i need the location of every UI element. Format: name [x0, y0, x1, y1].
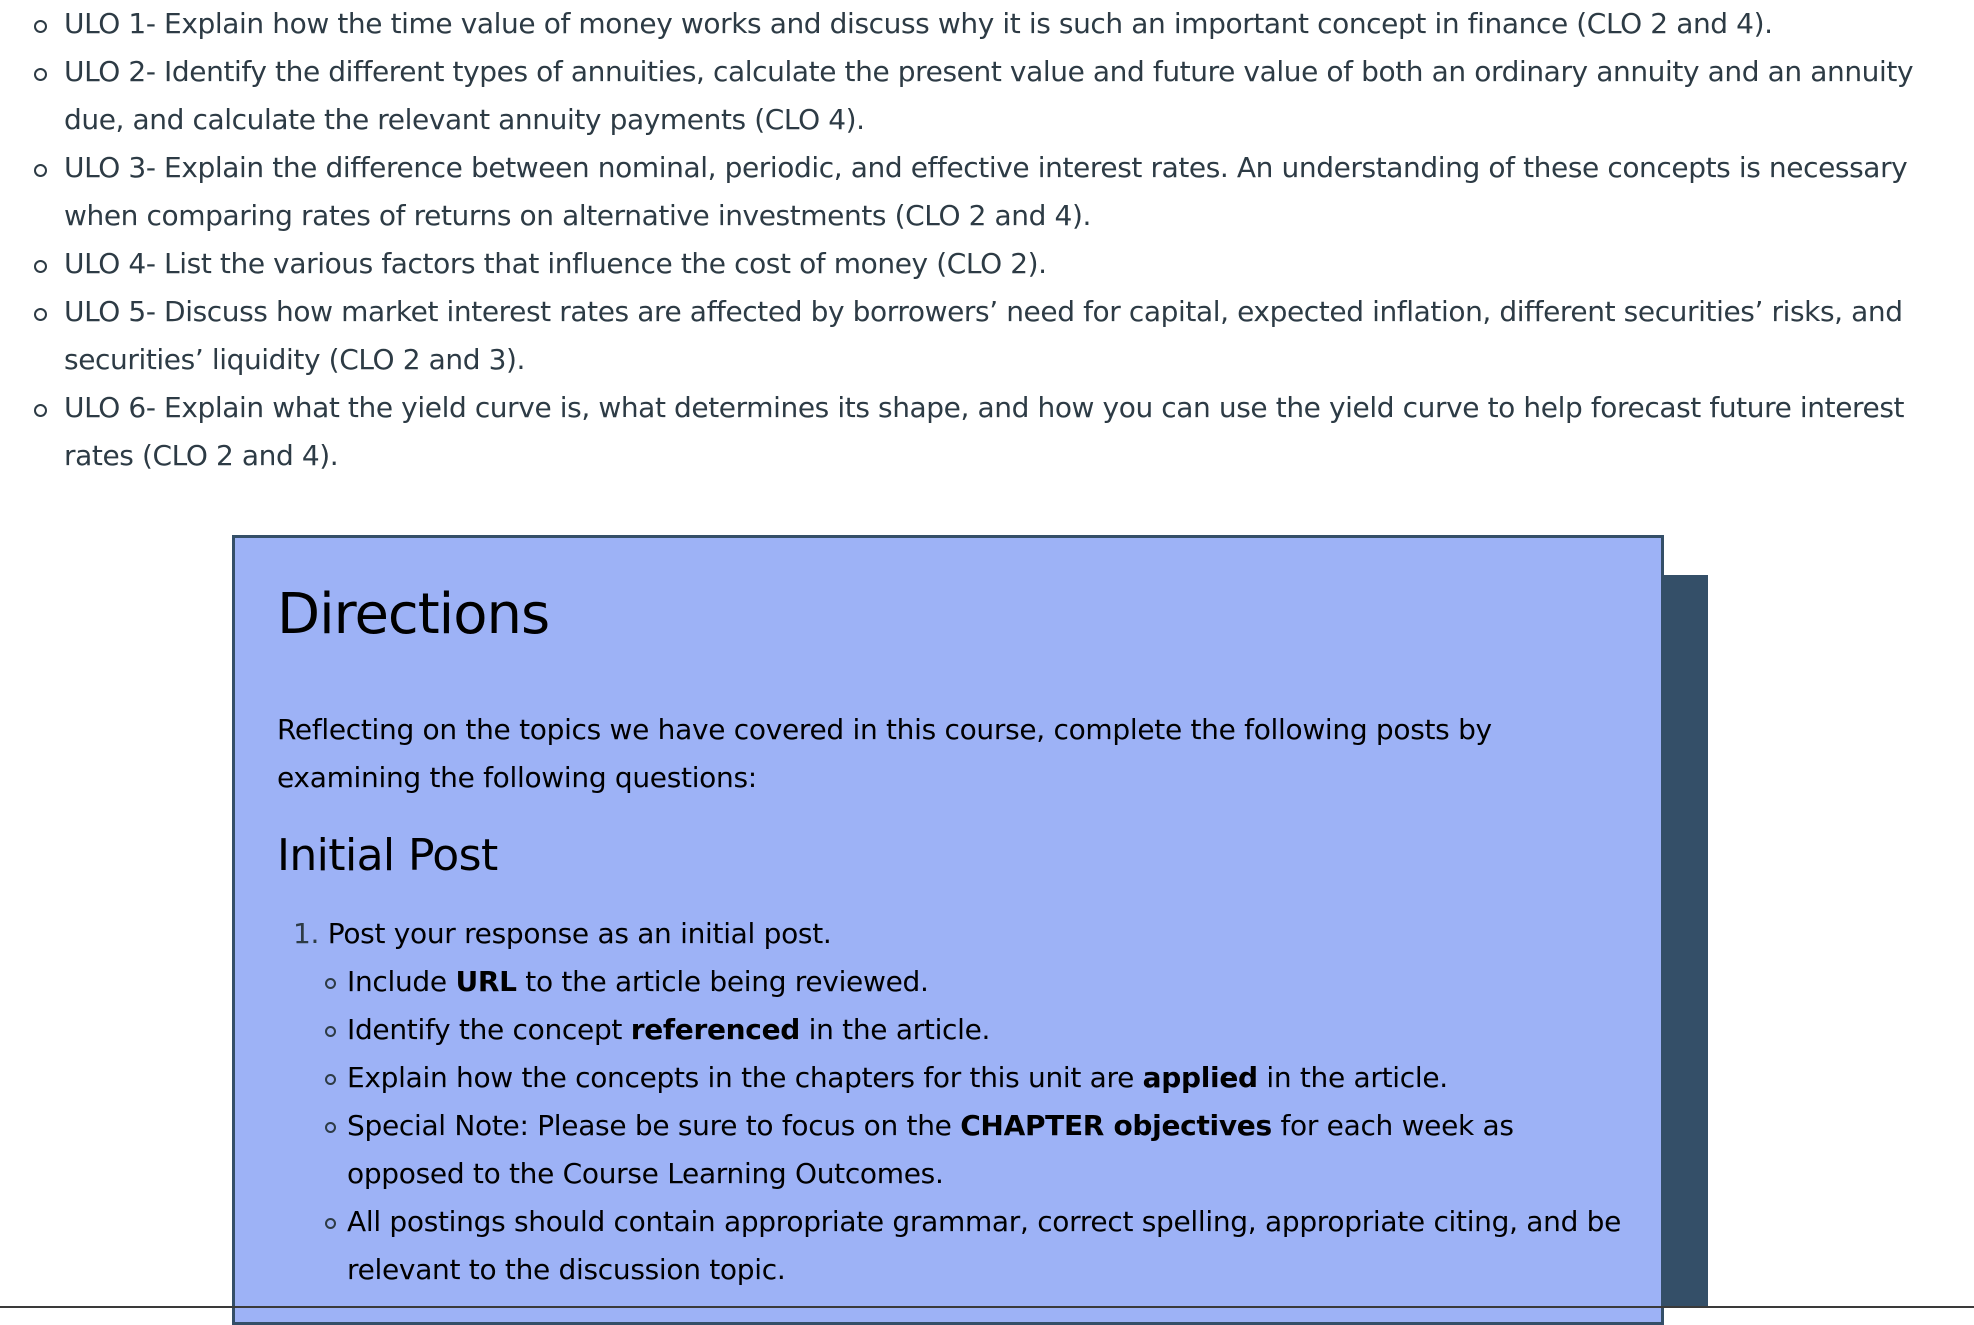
initial-post-heading: Initial Post: [277, 830, 498, 881]
hollow-bullet-icon: [325, 1074, 336, 1085]
requirement-text: Identify the concept: [347, 1013, 631, 1046]
directions-title: Directions: [277, 582, 550, 647]
step-number: 1.: [293, 917, 320, 950]
ulo-item: [30, 0, 1970, 48]
requirement-text: in the article.: [800, 1013, 991, 1046]
requirement-text: for each week as opposed to the Course Learning Outcomes.: [347, 1109, 1514, 1190]
hollow-bullet-icon: [34, 164, 47, 177]
ulo-text: ULO 1- Explain how the time value of money works and discuss why it is such an important concept in finance (CLO 2 and 4).: [64, 7, 1773, 40]
requirement-emphasis: URL: [455, 965, 517, 998]
requirement-item: [293, 1102, 1633, 1198]
ulo-item: [30, 240, 1970, 288]
directions-intro: Reflecting on the topics we have covered in this course, complete the following posts by examining the following questions:: [277, 713, 1492, 794]
hollow-bullet-icon: [325, 1026, 336, 1037]
hollow-bullet-icon: [34, 404, 47, 417]
requirements-list: [293, 958, 1633, 1294]
ulo-text: ULO 5- Discuss how market interest rates are affected by borrowers’ need for capital, expected inflation, different securities’ risks, and securities’ liquidity (CLO 2 and 3).: [64, 295, 1903, 376]
hollow-bullet-icon: [325, 978, 336, 989]
ulo-text: ULO 6- Explain what the yield curve is, what determines its shape, and how you can use the yield curve to help forecast future interest rates (CLO 2 and 4).: [64, 391, 1905, 472]
requirement-item: [293, 1198, 1633, 1294]
ulo-list: [30, 0, 1970, 480]
requirement-item: [293, 958, 1633, 1006]
initial-post-steps: [293, 910, 1633, 1294]
requirement-emphasis: CHAPTER objectives: [960, 1109, 1272, 1142]
hollow-bullet-icon: [34, 308, 47, 321]
requirement-text: All postings should contain appropriate grammar, correct spelling, appropriate citing, and be relevant to the discussion topic.: [347, 1205, 1622, 1286]
ulo-text: ULO 2- Identify the different types of annuities, calculate the present value and future value of both an ordinary annuity and an annuity due, and calculate the relevant annuity payments (CLO 4).: [64, 55, 1914, 136]
requirement-emphasis: referenced: [630, 1013, 801, 1046]
ulo-item: [30, 48, 1970, 144]
ulo-item: [30, 288, 1970, 384]
requirement-text: in the article.: [1257, 1061, 1448, 1094]
step-text: Post your response as an initial post.: [327, 917, 832, 950]
ulo-item: [30, 384, 1970, 480]
hollow-bullet-icon: [325, 1122, 336, 1133]
ulo-text: ULO 3- Explain the difference between nominal, periodic, and effective interest rates. An understanding of these concepts is necessary when comparing rates of returns on alternative investments (CLO 2 and 4).: [64, 151, 1908, 232]
requirement-text: Include: [347, 965, 456, 998]
directions-box: [232, 535, 1664, 1325]
requirement-emphasis: applied: [1142, 1061, 1258, 1094]
requirement-item: [293, 1006, 1633, 1054]
requirement-text: to the article being reviewed.: [516, 965, 929, 998]
hollow-bullet-icon: [34, 20, 47, 33]
hollow-bullet-icon: [34, 68, 47, 81]
requirement-item: [293, 1054, 1633, 1102]
requirement-text: Explain how the concepts in the chapters for this unit are: [347, 1061, 1143, 1094]
requirement-text: Special Note: Please be sure to focus on the: [347, 1109, 961, 1142]
ulo-text: ULO 4- List the various factors that influence the cost of money (CLO 2).: [64, 247, 1047, 280]
hollow-bullet-icon: [34, 260, 47, 273]
hollow-bullet-icon: [325, 1218, 336, 1229]
ulo-item: [30, 144, 1970, 240]
step-1: [293, 910, 1633, 958]
